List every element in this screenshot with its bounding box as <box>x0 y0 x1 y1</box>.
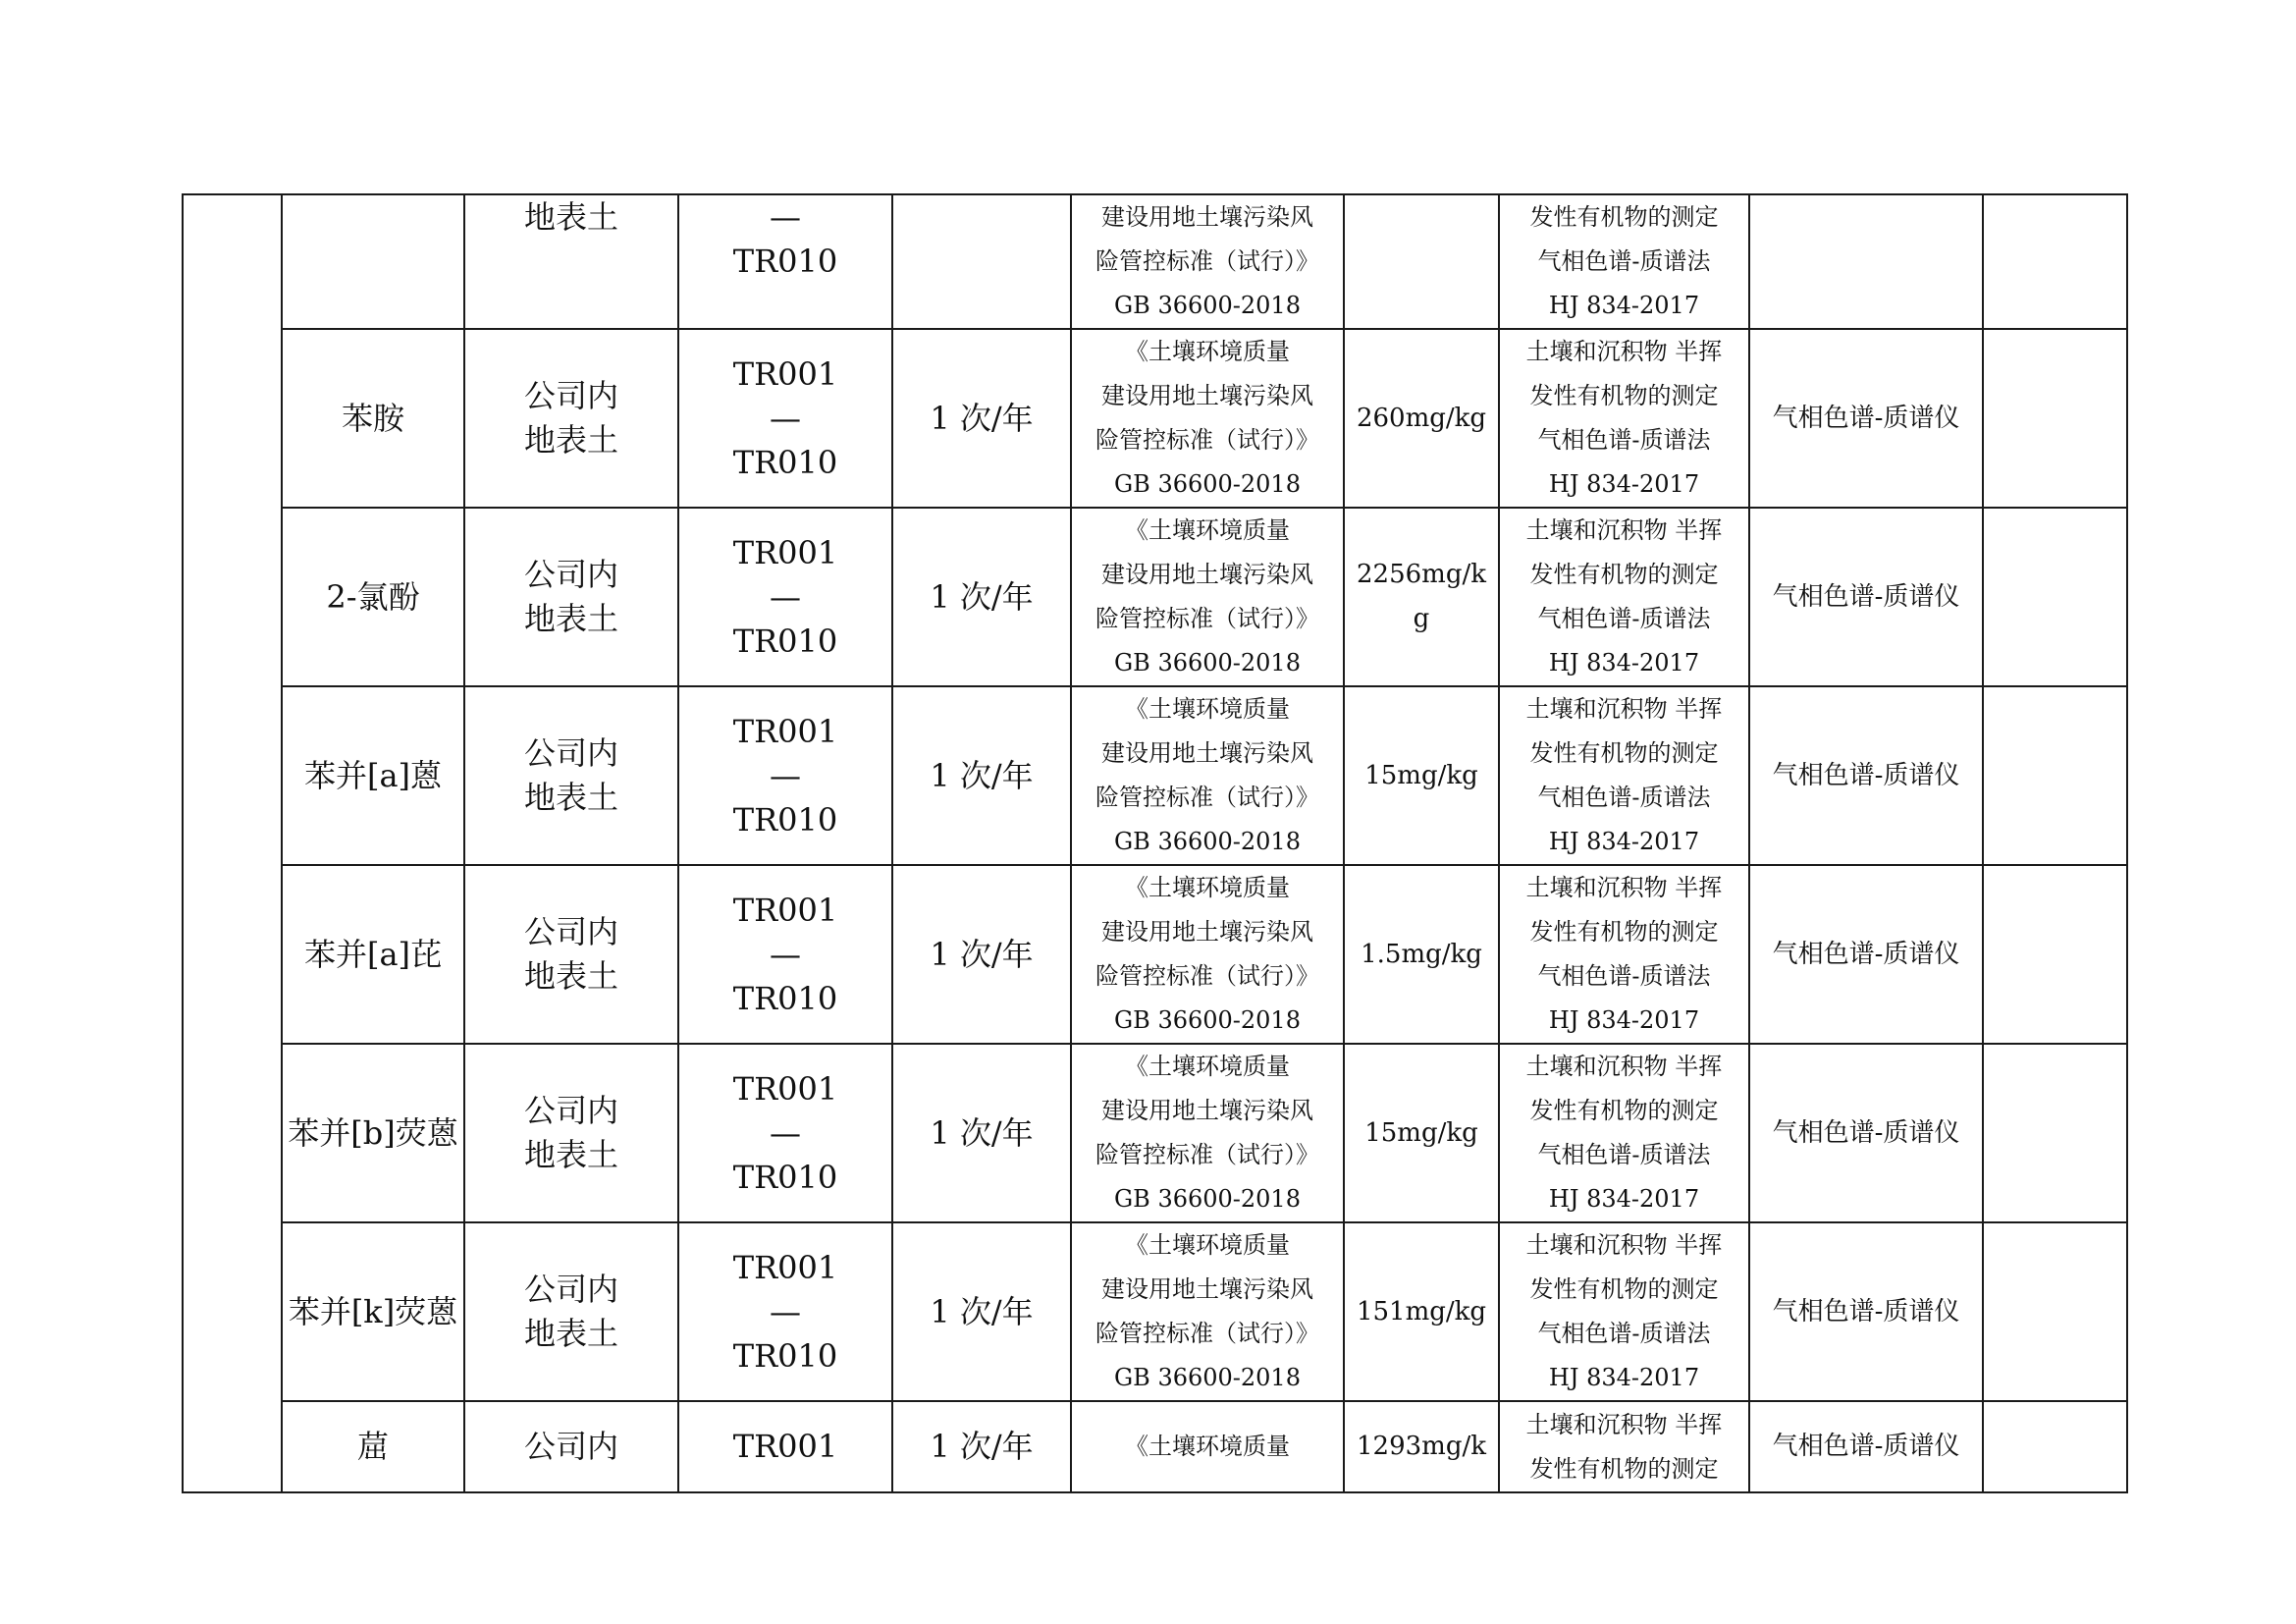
standard-line: GB 36600-2018 <box>1114 1185 1301 1213</box>
location-line: 地表土 <box>523 198 618 236</box>
limit-cell <box>1344 329 1499 508</box>
instrument-cell <box>1749 1222 1983 1401</box>
method-line: 发性有机物的测定 <box>1529 918 1719 946</box>
location-cell <box>464 508 678 686</box>
pollutant-name: 苯并[k]荧蒽 <box>288 1292 458 1330</box>
remarks-cell <box>1983 1222 2127 1401</box>
pollutant-name-cell <box>282 1044 464 1222</box>
method-line: HJ 834-2017 <box>1548 828 1700 855</box>
frequency-text: 1 次/年 <box>930 756 1034 794</box>
standard-line: GB 36600-2018 <box>1114 292 1301 319</box>
instrument-cell <box>1749 194 1983 329</box>
limit-cell <box>1344 1044 1499 1222</box>
method-line: HJ 834-2017 <box>1548 292 1700 319</box>
pollutant-name-cell <box>282 329 464 508</box>
points-line: — <box>770 1113 801 1152</box>
instrument-text: 气相色谱-质谱仪 <box>1772 1296 1960 1326</box>
points-line: — <box>770 935 801 973</box>
pollutant-name: 2-氯酚 <box>326 577 420 616</box>
frequency-text: 1 次/年 <box>930 1292 1034 1330</box>
location-line: 公司内 <box>523 1428 618 1465</box>
method-cell <box>1499 1044 1749 1222</box>
method-line: 气相色谱-质谱法 <box>1537 247 1711 275</box>
points-line: TR001 <box>732 1248 838 1286</box>
method-line: 土壤和沉积物 半挥 <box>1525 695 1723 723</box>
standard-line: 险管控标准（试行）》 <box>1095 1320 1319 1347</box>
pollutant-name-cell <box>282 865 464 1044</box>
location-line: 公司内 <box>523 1271 618 1308</box>
standard-line: 《土壤环境质量 <box>1125 874 1290 901</box>
location-line: 地表土 <box>523 421 618 459</box>
pollutant-name-cell <box>282 1222 464 1401</box>
standard-line: 险管控标准（试行）》 <box>1095 605 1319 632</box>
remarks-cell <box>1983 1044 2127 1222</box>
pollutant-name: 䓛 <box>356 1428 389 1465</box>
instrument-cell <box>1749 329 1983 508</box>
standard-line: GB 36600-2018 <box>1114 649 1301 677</box>
method-line: 土壤和沉积物 半挥 <box>1525 1231 1723 1259</box>
method-line: HJ 834-2017 <box>1548 1364 1700 1391</box>
location-line: 公司内 <box>523 734 618 772</box>
location-cell <box>464 865 678 1044</box>
remarks-cell <box>1983 508 2127 686</box>
standard-line: 险管控标准（试行）》 <box>1095 247 1319 275</box>
frequency-cell <box>892 194 1071 329</box>
pollutant-name: 苯并[a]芘 <box>303 935 443 973</box>
limit-value: 1293mg/k <box>1357 1432 1486 1461</box>
standard-line: 《土壤环境质量 <box>1125 516 1290 544</box>
standard-line: 建设用地土壤污染风 <box>1101 203 1313 231</box>
points-line: — <box>770 399 801 437</box>
location-line: 公司内 <box>523 556 618 593</box>
category-cell <box>183 194 282 1492</box>
method-line: 气相色谱-质谱法 <box>1537 1141 1711 1168</box>
points-line: TR010 <box>732 1158 838 1196</box>
standard-line: 建设用地土壤污染风 <box>1101 1097 1313 1124</box>
method-line: 气相色谱-质谱法 <box>1537 426 1711 454</box>
method-line: 气相色谱-质谱法 <box>1537 1320 1711 1347</box>
method-line: 气相色谱-质谱法 <box>1537 962 1711 990</box>
instrument-cell <box>1749 1401 1983 1492</box>
table-row <box>183 508 2127 686</box>
instrument-text: 气相色谱-质谱仪 <box>1772 1432 1960 1461</box>
points-line: TR001 <box>732 712 838 750</box>
pollutant-name-cell <box>282 1401 464 1492</box>
points-line: TR001 <box>732 533 838 571</box>
points-line: TR010 <box>732 1336 838 1375</box>
standard-line: 险管控标准（试行）》 <box>1095 1141 1319 1168</box>
table-row <box>183 329 2127 508</box>
instrument-cell <box>1749 1044 1983 1222</box>
points-line: TR010 <box>732 443 838 481</box>
table-row <box>183 686 2127 865</box>
limit-cell <box>1344 865 1499 1044</box>
standard-line: 《土壤环境质量 <box>1125 1231 1290 1259</box>
remarks-cell <box>1983 865 2127 1044</box>
method-line: HJ 834-2017 <box>1548 1185 1700 1213</box>
frequency-cell <box>892 329 1071 508</box>
standard-line: 《土壤环境质量 <box>1125 1433 1290 1460</box>
table-row <box>183 1222 2127 1401</box>
location-cell <box>464 1044 678 1222</box>
frequency-cell <box>892 1401 1071 1492</box>
limit-cell <box>1344 194 1499 329</box>
pollutant-name: 苯并[b]荧蒽 <box>288 1113 458 1152</box>
standard-cell <box>1071 329 1344 508</box>
points-line: TR010 <box>732 243 838 280</box>
method-line: HJ 834-2017 <box>1548 470 1700 498</box>
pollutant-name-cell <box>282 508 464 686</box>
points-line: TR010 <box>732 800 838 839</box>
method-line: 发性有机物的测定 <box>1529 739 1719 767</box>
method-line: 发性有机物的测定 <box>1529 561 1719 588</box>
pollutant-name: 苯胺 <box>341 399 404 437</box>
standard-line: 《土壤环境质量 <box>1125 338 1290 365</box>
points-line: TR001 <box>732 1428 838 1465</box>
method-line: HJ 834-2017 <box>1548 649 1700 677</box>
standard-line: 建设用地土壤污染风 <box>1101 382 1313 409</box>
standard-line: 建设用地土壤污染风 <box>1101 1275 1313 1303</box>
instrument-cell <box>1749 865 1983 1044</box>
points-line: — <box>770 577 801 616</box>
points-cell <box>678 1401 892 1492</box>
pollutant-name: 苯并[a]蒽 <box>303 756 443 794</box>
standard-line: GB 36600-2018 <box>1114 1364 1301 1391</box>
method-line: HJ 834-2017 <box>1548 1006 1700 1034</box>
method-line: 土壤和沉积物 半挥 <box>1525 1410 1723 1438</box>
points-line: TR001 <box>732 1069 838 1108</box>
location-cell <box>464 686 678 865</box>
points-line: TR001 <box>732 891 838 929</box>
location-line: 地表土 <box>523 1315 618 1352</box>
frequency-text: 1 次/年 <box>930 399 1034 437</box>
monitoring-table <box>182 193 2128 1493</box>
table-row <box>183 1044 2127 1222</box>
standard-line: GB 36600-2018 <box>1114 1006 1301 1034</box>
remarks-cell <box>1983 194 2127 329</box>
method-line: 发性有机物的测定 <box>1529 1275 1719 1303</box>
method-line: 土壤和沉积物 半挥 <box>1525 874 1723 901</box>
method-cell <box>1499 329 1749 508</box>
points-cell <box>678 329 892 508</box>
points-cell <box>678 1222 892 1401</box>
points-cell <box>678 1044 892 1222</box>
remarks-cell <box>1983 1401 2127 1492</box>
standard-line: GB 36600-2018 <box>1114 470 1301 498</box>
method-line: 发性有机物的测定 <box>1529 203 1719 231</box>
method-cell <box>1499 508 1749 686</box>
location-cell <box>464 1222 678 1401</box>
location-line: 公司内 <box>523 377 618 414</box>
standard-line: 险管控标准（试行）》 <box>1095 962 1319 990</box>
points-cell <box>678 686 892 865</box>
method-cell <box>1499 194 1749 329</box>
instrument-text: 气相色谱-质谱仪 <box>1772 1117 1960 1148</box>
points-line: TR010 <box>732 979 838 1017</box>
standard-cell <box>1071 194 1344 329</box>
standard-line: 建设用地土壤污染风 <box>1101 739 1313 767</box>
limit-cell <box>1344 1222 1499 1401</box>
location-line: 地表土 <box>523 779 618 816</box>
method-line: 气相色谱-质谱法 <box>1537 605 1711 632</box>
points-cell <box>678 865 892 1044</box>
standard-line: 《土壤环境质量 <box>1125 1053 1290 1080</box>
instrument-cell <box>1749 508 1983 686</box>
points-line: TR010 <box>732 622 838 660</box>
table-row <box>183 865 2127 1044</box>
location-line: 公司内 <box>523 913 618 950</box>
points-line: — <box>770 756 801 794</box>
points-cell <box>678 194 892 329</box>
frequency-text: 1 次/年 <box>930 935 1034 973</box>
pollutant-name-cell <box>282 686 464 865</box>
frequency-cell <box>892 1222 1071 1401</box>
standard-cell <box>1071 686 1344 865</box>
location-cell <box>464 329 678 508</box>
location-line: 公司内 <box>523 1092 618 1129</box>
frequency-cell <box>892 508 1071 686</box>
points-line: — <box>770 1292 801 1330</box>
method-line: 土壤和沉积物 半挥 <box>1525 516 1723 544</box>
limit-value: 15mg/kg <box>1364 1117 1478 1148</box>
frequency-text: 1 次/年 <box>930 1428 1034 1465</box>
limit-cell <box>1344 686 1499 865</box>
standard-cell <box>1071 1222 1344 1401</box>
points-cell <box>678 508 892 686</box>
method-cell <box>1499 865 1749 1044</box>
location-cell <box>464 194 678 329</box>
instrument-text: 气相色谱-质谱仪 <box>1772 760 1960 790</box>
standard-cell <box>1071 865 1344 1044</box>
method-line: 发性有机物的测定 <box>1529 1454 1719 1483</box>
limit-value: 1.5mg/kg <box>1361 939 1482 969</box>
instrument-text: 气相色谱-质谱仪 <box>1772 939 1960 969</box>
limit-value: 260mg/kg <box>1356 403 1487 433</box>
location-line: 地表土 <box>523 957 618 995</box>
limit-value: 15mg/kg <box>1364 760 1478 790</box>
location-line: 地表土 <box>523 1136 618 1173</box>
method-line: 土壤和沉积物 半挥 <box>1525 1053 1723 1080</box>
location-cell <box>464 1401 678 1492</box>
standard-line: 建设用地土壤污染风 <box>1101 918 1313 946</box>
frequency-text: 1 次/年 <box>930 577 1034 616</box>
instrument-text: 气相色谱-质谱仪 <box>1772 403 1960 433</box>
method-cell <box>1499 1222 1749 1401</box>
points-line: TR001 <box>732 354 838 393</box>
standard-cell <box>1071 1044 1344 1222</box>
standard-line: 险管控标准（试行）》 <box>1095 426 1319 454</box>
method-line: 发性有机物的测定 <box>1529 1097 1719 1124</box>
frequency-cell <box>892 1044 1071 1222</box>
pollutant-name-cell <box>282 194 464 329</box>
method-cell <box>1499 1401 1749 1492</box>
frequency-cell <box>892 686 1071 865</box>
standard-line: 险管控标准（试行）》 <box>1095 784 1319 811</box>
limit-cell <box>1344 1401 1499 1492</box>
standard-cell <box>1071 1401 1344 1492</box>
standard-line: 建设用地土壤污染风 <box>1101 561 1313 588</box>
standard-line: GB 36600-2018 <box>1114 828 1301 855</box>
remarks-cell <box>1983 686 2127 865</box>
standard-cell <box>1071 508 1344 686</box>
location-line: 地表土 <box>523 600 618 637</box>
table-row-continuation <box>183 194 2127 329</box>
limit-value: 151mg/kg <box>1356 1296 1487 1326</box>
frequency-text: 1 次/年 <box>930 1113 1034 1152</box>
standard-line: 《土壤环境质量 <box>1125 695 1290 723</box>
instrument-text: 气相色谱-质谱仪 <box>1772 581 1960 612</box>
method-line: 发性有机物的测定 <box>1529 382 1719 409</box>
instrument-cell <box>1749 686 1983 865</box>
table-row <box>183 1401 2127 1492</box>
frequency-cell <box>892 865 1071 1044</box>
remarks-cell <box>1983 329 2127 508</box>
limit-value: 2256mg/kg <box>1357 560 1486 633</box>
limit-cell <box>1344 508 1499 686</box>
method-line: 土壤和沉积物 半挥 <box>1525 338 1723 365</box>
points-line: — <box>770 198 801 236</box>
method-line: 气相色谱-质谱法 <box>1537 784 1711 811</box>
table-body <box>183 194 2127 1492</box>
method-cell <box>1499 686 1749 865</box>
